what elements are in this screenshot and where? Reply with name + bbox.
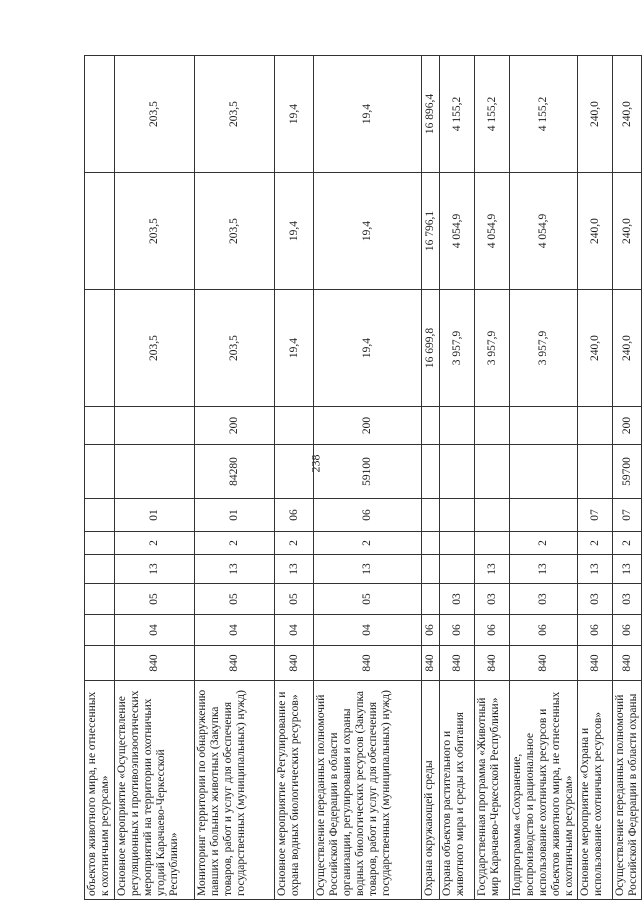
cell-amount-year-2: 4 054,9 <box>510 173 578 290</box>
cell-target-event <box>475 499 510 532</box>
cell-subsection: 05 <box>115 584 195 615</box>
cell-target-event: 01 <box>115 499 195 532</box>
cell-target-program: 13 <box>578 555 613 584</box>
cell-name: Охрана объектов растительного и животного мира и среды их обитания <box>440 681 475 900</box>
cell-target-direction <box>115 445 195 499</box>
cell-target-program: 13 <box>613 555 642 584</box>
cell-amount-year-3: 19,4 <box>275 56 314 173</box>
cell-target-subprogram <box>440 532 475 555</box>
cell-target-direction <box>578 445 613 499</box>
cell-name: Основное мероприятие «Регулирование и охрана водных биологических ресурсов» <box>275 681 314 900</box>
cell-amount-year-2: 16 796,1 <box>422 173 440 290</box>
cell-amount-year-2: 19,4 <box>314 173 422 290</box>
cell-target-event <box>422 499 440 532</box>
page-number: 238 <box>308 454 323 473</box>
cell-grbs: 840 <box>578 646 613 681</box>
cell-target-event: 07 <box>578 499 613 532</box>
cell-grbs: 840 <box>422 646 440 681</box>
cell-target-subprogram <box>85 532 115 555</box>
cell-target-direction <box>275 445 314 499</box>
cell-subsection: 05 <box>195 584 275 615</box>
cell-amount-year-2: 4 054,9 <box>440 173 475 290</box>
cell-target-subprogram: 2 <box>275 532 314 555</box>
cell-name: Осуществление переданных полномочий Российской Федерации в области организации, регулирования и охраны водных биологических ресурсов (Закупка товаров, работ и услуг для обеспечения государственных (муниципальных) нужд) <box>314 681 422 900</box>
cell-grbs <box>85 646 115 681</box>
cell-target-direction <box>510 445 578 499</box>
cell-target-program: 13 <box>195 555 275 584</box>
cell-subsection: 03 <box>440 584 475 615</box>
cell-expense-type: 200 <box>195 407 275 445</box>
cell-target-direction <box>440 445 475 499</box>
cell-name: Охрана окружающей среды <box>422 681 440 900</box>
table-row <box>440 56 475 900</box>
cell-target-program: 13 <box>475 555 510 584</box>
cell-section: 06 <box>578 615 613 646</box>
cell-amount-year-3 <box>85 56 115 173</box>
cell-target-direction: 84280 <box>195 445 275 499</box>
cell-target-program: 13 <box>115 555 195 584</box>
cell-name: Подпрограмма «Сохранение, воспроизводство и рациональное использование охотничьих ресурсов и объектов животного мира, не отнесенных к охотничьим ресурсам» <box>510 681 578 900</box>
rotated-page <box>84 56 639 900</box>
cell-target-direction: 59100 <box>314 445 422 499</box>
cell-grbs: 840 <box>440 646 475 681</box>
cell-target-direction <box>422 445 440 499</box>
cell-target-program <box>422 555 440 584</box>
cell-amount-year-3: 16 896,4 <box>422 56 440 173</box>
cell-amount-year-3: 240,0 <box>578 56 613 173</box>
cell-grbs: 840 <box>275 646 314 681</box>
cell-amount-year-3: 203,5 <box>115 56 195 173</box>
cell-target-direction: 59700 <box>613 445 642 499</box>
cell-grbs: 840 <box>475 646 510 681</box>
cell-amount-year-2: 4 054,9 <box>475 173 510 290</box>
cell-target-program: 13 <box>510 555 578 584</box>
cell-target-subprogram <box>475 532 510 555</box>
cell-amount-year-2: 203,5 <box>115 173 195 290</box>
cell-grbs: 840 <box>314 646 422 681</box>
cell-target-program <box>440 555 475 584</box>
cell-section: 04 <box>115 615 195 646</box>
table-row <box>510 56 578 900</box>
cell-amount-year-2: 240,0 <box>613 173 642 290</box>
cell-grbs: 840 <box>115 646 195 681</box>
cell-target-event <box>510 499 578 532</box>
table-row <box>275 56 314 900</box>
cell-amount-year-2: 203,5 <box>195 173 275 290</box>
cell-section: 06 <box>510 615 578 646</box>
cell-section: 04 <box>195 615 275 646</box>
cell-amount-year-1: 203,5 <box>115 290 195 407</box>
cell-name: Основное мероприятие «Охрана и использование охотничьих ресурсов» <box>578 681 613 900</box>
cell-expense-type: 200 <box>314 407 422 445</box>
cell-subsection: 05 <box>314 584 422 615</box>
table-row <box>613 56 642 900</box>
cell-subsection <box>422 584 440 615</box>
cell-amount-year-1: 203,5 <box>195 290 275 407</box>
cell-amount-year-2: 19,4 <box>275 173 314 290</box>
cell-grbs: 840 <box>195 646 275 681</box>
cell-target-subprogram: 2 <box>115 532 195 555</box>
cell-amount-year-1 <box>85 290 115 407</box>
cell-amount-year-1: 16 699,8 <box>422 290 440 407</box>
cell-target-subprogram: 2 <box>613 532 642 555</box>
table-row <box>314 56 422 900</box>
cell-target-direction <box>85 445 115 499</box>
cell-amount-year-1: 240,0 <box>578 290 613 407</box>
table-row <box>422 56 440 900</box>
cell-amount-year-1: 3 957,9 <box>440 290 475 407</box>
cell-target-subprogram <box>422 532 440 555</box>
cell-grbs: 840 <box>613 646 642 681</box>
cell-amount-year-3: 240,0 <box>613 56 642 173</box>
cell-target-event: 06 <box>314 499 422 532</box>
cell-amount-year-2: 240,0 <box>578 173 613 290</box>
cell-name: Государственная программа «Животный мир Карачаево-Черкесской Республики» <box>475 681 510 900</box>
cell-target-subprogram: 2 <box>314 532 422 555</box>
cell-expense-type <box>275 407 314 445</box>
cell-name: Основное мероприятие «Осуществление регуляционных и противоэпизоотических мероприятий на территории охотничьих угодий Карачаево-Черкесской Республики» <box>115 681 195 900</box>
budget-table-body <box>85 56 642 900</box>
cell-target-event <box>85 499 115 532</box>
cell-subsection: 03 <box>578 584 613 615</box>
cell-target-program: 13 <box>275 555 314 584</box>
cell-target-subprogram: 2 <box>510 532 578 555</box>
cell-amount-year-3: 4 155,2 <box>475 56 510 173</box>
cell-section: 06 <box>422 615 440 646</box>
cell-amount-year-3: 4 155,2 <box>440 56 475 173</box>
cell-target-direction <box>475 445 510 499</box>
cell-target-event <box>440 499 475 532</box>
cell-amount-year-3: 203,5 <box>195 56 275 173</box>
cell-section <box>85 615 115 646</box>
cell-name: Осуществление переданных полномочий Российской Федерации в области охраны <box>613 681 642 900</box>
cell-grbs: 840 <box>510 646 578 681</box>
cell-amount-year-3: 19,4 <box>314 56 422 173</box>
cell-subsection: 03 <box>510 584 578 615</box>
table-row <box>475 56 510 900</box>
cell-expense-type <box>510 407 578 445</box>
cell-target-program <box>85 555 115 584</box>
cell-section: 04 <box>275 615 314 646</box>
cell-subsection <box>85 584 115 615</box>
cell-expense-type <box>115 407 195 445</box>
cell-amount-year-1: 3 957,9 <box>475 290 510 407</box>
cell-target-subprogram: 2 <box>578 532 613 555</box>
cell-section: 06 <box>440 615 475 646</box>
cell-expense-type <box>85 407 115 445</box>
cell-amount-year-1: 19,4 <box>275 290 314 407</box>
cell-name: Мониторинг территории по обнаружению павших и больных животных (Закупка товаров, работ и услуг для обеспечения государственных (муниципальных) нужд) <box>195 681 275 900</box>
cell-subsection: 03 <box>475 584 510 615</box>
cell-amount-year-3: 4 155,2 <box>510 56 578 173</box>
cell-subsection: 05 <box>275 584 314 615</box>
cell-amount-year-1: 19,4 <box>314 290 422 407</box>
cell-target-event: 07 <box>613 499 642 532</box>
cell-subsection: 03 <box>613 584 642 615</box>
cell-target-event: 06 <box>275 499 314 532</box>
cell-expense-type: 200 <box>613 407 642 445</box>
table-row <box>578 56 613 900</box>
cell-section: 06 <box>613 615 642 646</box>
table-row <box>85 56 115 900</box>
cell-amount-year-2 <box>85 173 115 290</box>
cell-section: 04 <box>314 615 422 646</box>
table-row <box>115 56 195 900</box>
cell-expense-type <box>422 407 440 445</box>
cell-target-subprogram: 2 <box>195 532 275 555</box>
cell-expense-type <box>475 407 510 445</box>
cell-expense-type <box>578 407 613 445</box>
rotated-content <box>84 56 639 900</box>
budget-table <box>84 55 642 900</box>
cell-target-program: 13 <box>314 555 422 584</box>
cell-name: объектов животного мира, не отнесенных к охотничьим ресурсам» <box>85 681 115 900</box>
cell-target-event: 01 <box>195 499 275 532</box>
cell-amount-year-1: 3 957,9 <box>510 290 578 407</box>
cell-expense-type <box>440 407 475 445</box>
table-row <box>195 56 275 900</box>
cell-amount-year-1: 240,0 <box>613 290 642 407</box>
cell-section: 06 <box>475 615 510 646</box>
